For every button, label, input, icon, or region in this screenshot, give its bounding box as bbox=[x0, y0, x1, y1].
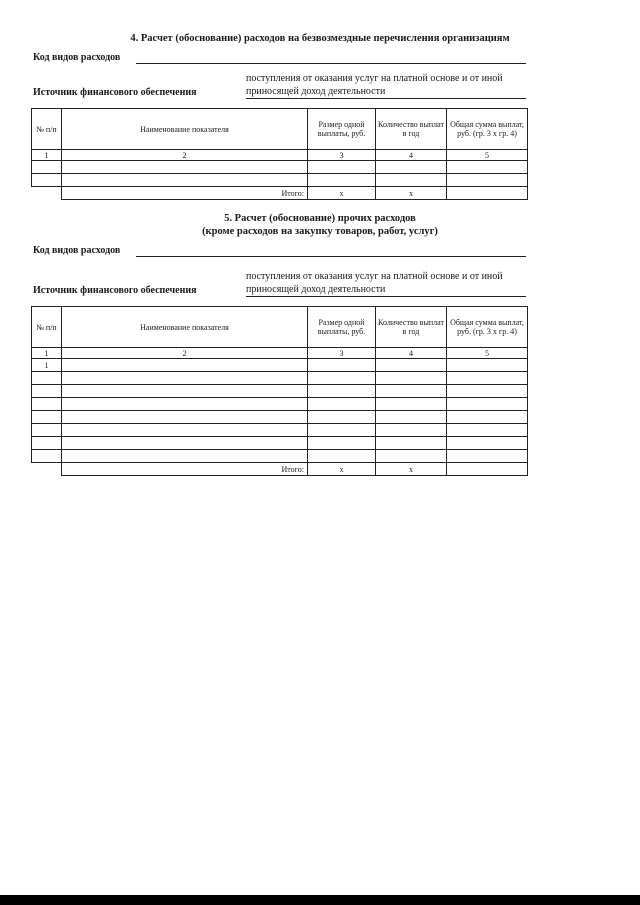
section5-title-line1: 5. Расчет (обоснование) прочих расходов bbox=[224, 213, 416, 224]
table-cell[interactable] bbox=[32, 385, 62, 398]
total-label: Итого: bbox=[62, 187, 308, 200]
table-cell[interactable] bbox=[32, 161, 62, 174]
total-amount-cell[interactable] bbox=[447, 463, 528, 476]
total-x-marker: х bbox=[308, 187, 376, 200]
total-label: Итого: bbox=[62, 463, 308, 476]
section4-finance-source-label: Источник финансового обеспечения bbox=[33, 87, 197, 98]
header-no: № п/п bbox=[32, 307, 62, 348]
col-number: 3 bbox=[308, 348, 376, 359]
column-numbers-row bbox=[32, 150, 528, 161]
row-number: 1 bbox=[32, 359, 62, 372]
col-number: 5 bbox=[447, 348, 528, 359]
table-cell[interactable] bbox=[447, 161, 528, 174]
section5-expense-code-field[interactable] bbox=[136, 256, 526, 257]
table-cell[interactable] bbox=[447, 359, 528, 372]
header-payment-size: Размер одной выплаты, руб. bbox=[308, 109, 376, 150]
table-cell[interactable] bbox=[32, 411, 62, 424]
header-payments-per-year: Количество выплат в год bbox=[376, 109, 447, 150]
header-indicator-name: Наименование показателя bbox=[62, 109, 308, 150]
table-cell[interactable] bbox=[32, 398, 62, 411]
section4-finance-source-value bbox=[246, 72, 536, 99]
table-cell[interactable] bbox=[376, 174, 447, 187]
column-numbers-row bbox=[32, 348, 528, 359]
table-cell[interactable] bbox=[308, 450, 376, 463]
table-cell[interactable] bbox=[62, 372, 308, 385]
header-total-amount: Общая сумма выплат, руб. (гр. 3 х гр. 4) bbox=[447, 307, 528, 348]
table-cell[interactable] bbox=[447, 437, 528, 450]
col-number: 5 bbox=[447, 150, 528, 161]
table-cell[interactable] bbox=[32, 174, 62, 187]
table-cell[interactable] bbox=[62, 450, 308, 463]
table-row[interactable] bbox=[32, 411, 528, 424]
table-cell[interactable] bbox=[376, 398, 447, 411]
table-cell[interactable] bbox=[447, 424, 528, 437]
total-x-marker: х bbox=[376, 463, 447, 476]
table-cell[interactable] bbox=[308, 411, 376, 424]
table-cell[interactable] bbox=[308, 398, 376, 411]
col-number: 1 bbox=[32, 150, 62, 161]
col-number: 1 bbox=[32, 348, 62, 359]
table-cell[interactable] bbox=[308, 161, 376, 174]
table-row[interactable] bbox=[32, 161, 528, 174]
table-cell[interactable] bbox=[62, 359, 308, 372]
table-cell[interactable] bbox=[62, 161, 308, 174]
header-payment-size: Размер одной выплаты, руб. bbox=[308, 307, 376, 348]
table-row[interactable] bbox=[32, 174, 528, 187]
section5-table bbox=[31, 306, 528, 476]
table-cell[interactable] bbox=[62, 437, 308, 450]
table-cell[interactable] bbox=[308, 385, 376, 398]
table-header-row bbox=[32, 109, 528, 150]
table-cell[interactable] bbox=[308, 174, 376, 187]
col-number: 4 bbox=[376, 150, 447, 161]
section5-finance-source-line1: поступления от оказания услуг на платной основе и от иной bbox=[246, 271, 503, 282]
table-cell[interactable] bbox=[376, 437, 447, 450]
table-cell[interactable] bbox=[376, 411, 447, 424]
table-row[interactable] bbox=[32, 398, 528, 411]
table-row[interactable] bbox=[32, 450, 528, 463]
table-cell[interactable] bbox=[62, 411, 308, 424]
table-cell[interactable] bbox=[308, 372, 376, 385]
table-cell bbox=[32, 187, 62, 200]
table-cell[interactable] bbox=[32, 372, 62, 385]
table-cell[interactable] bbox=[376, 161, 447, 174]
table-cell[interactable] bbox=[376, 450, 447, 463]
header-total-amount: Общая сумма выплат, руб. (гр. 3 х гр. 4) bbox=[447, 109, 528, 150]
table-row[interactable] bbox=[32, 385, 528, 398]
table-cell[interactable] bbox=[32, 424, 62, 437]
header-no: № п/п bbox=[32, 109, 62, 150]
section4-expense-code-label: Код видов расходов bbox=[33, 52, 121, 63]
table-cell[interactable] bbox=[447, 411, 528, 424]
table-row[interactable] bbox=[32, 372, 528, 385]
table-cell[interactable] bbox=[447, 398, 528, 411]
col-number: 3 bbox=[308, 150, 376, 161]
table-cell[interactable] bbox=[376, 385, 447, 398]
table-cell[interactable] bbox=[376, 424, 447, 437]
table-cell[interactable] bbox=[447, 450, 528, 463]
section5-expense-code-label: Код видов расходов bbox=[33, 245, 121, 256]
table-cell[interactable] bbox=[447, 372, 528, 385]
section4-expense-code-field[interactable] bbox=[136, 63, 526, 64]
header-payments-per-year: Количество выплат в год bbox=[376, 307, 447, 348]
table-cell[interactable] bbox=[62, 424, 308, 437]
table-cell[interactable] bbox=[376, 359, 447, 372]
total-x-marker: х bbox=[376, 187, 447, 200]
table-row[interactable] bbox=[32, 424, 528, 437]
table-cell[interactable] bbox=[376, 372, 447, 385]
header-indicator-name: Наименование показателя bbox=[62, 307, 308, 348]
scan-edge-bar bbox=[0, 895, 640, 905]
table-header-row bbox=[32, 307, 528, 348]
table-cell[interactable] bbox=[32, 437, 62, 450]
total-amount-cell[interactable] bbox=[447, 187, 528, 200]
table-cell[interactable] bbox=[62, 398, 308, 411]
table-cell[interactable] bbox=[32, 450, 62, 463]
table-row[interactable] bbox=[32, 359, 528, 372]
table-row[interactable] bbox=[32, 437, 528, 450]
section5-title-line2: (кроме расходов на закупку товаров, работ, услуг) bbox=[202, 226, 438, 237]
table-cell[interactable] bbox=[308, 424, 376, 437]
section5-finance-source-value bbox=[246, 270, 536, 297]
section4-title: 4. Расчет (обоснование) расходов на безвозмездные перечисления организациям bbox=[130, 33, 510, 44]
table-cell[interactable] bbox=[308, 437, 376, 450]
col-number: 4 bbox=[376, 348, 447, 359]
section4-finance-source-line2: приносящей доход деятельности bbox=[246, 85, 526, 99]
section4-finance-source-line1: поступления от оказания услуг на платной основе и от иной bbox=[246, 73, 503, 84]
section5-finance-source-label: Источник финансового обеспечения bbox=[33, 285, 197, 296]
table-total-row bbox=[32, 187, 528, 200]
total-x-marker: х bbox=[308, 463, 376, 476]
table-cell[interactable] bbox=[62, 174, 308, 187]
table-cell bbox=[32, 463, 62, 476]
table-cell[interactable] bbox=[308, 359, 376, 372]
section5-finance-source-line2: приносящей доход деятельности bbox=[246, 283, 526, 297]
table-total-row bbox=[32, 463, 528, 476]
table-cell[interactable] bbox=[62, 385, 308, 398]
table-cell[interactable] bbox=[447, 385, 528, 398]
section4-table bbox=[31, 108, 528, 200]
col-number: 2 bbox=[62, 150, 308, 161]
table-cell[interactable] bbox=[447, 174, 528, 187]
col-number: 2 bbox=[62, 348, 308, 359]
